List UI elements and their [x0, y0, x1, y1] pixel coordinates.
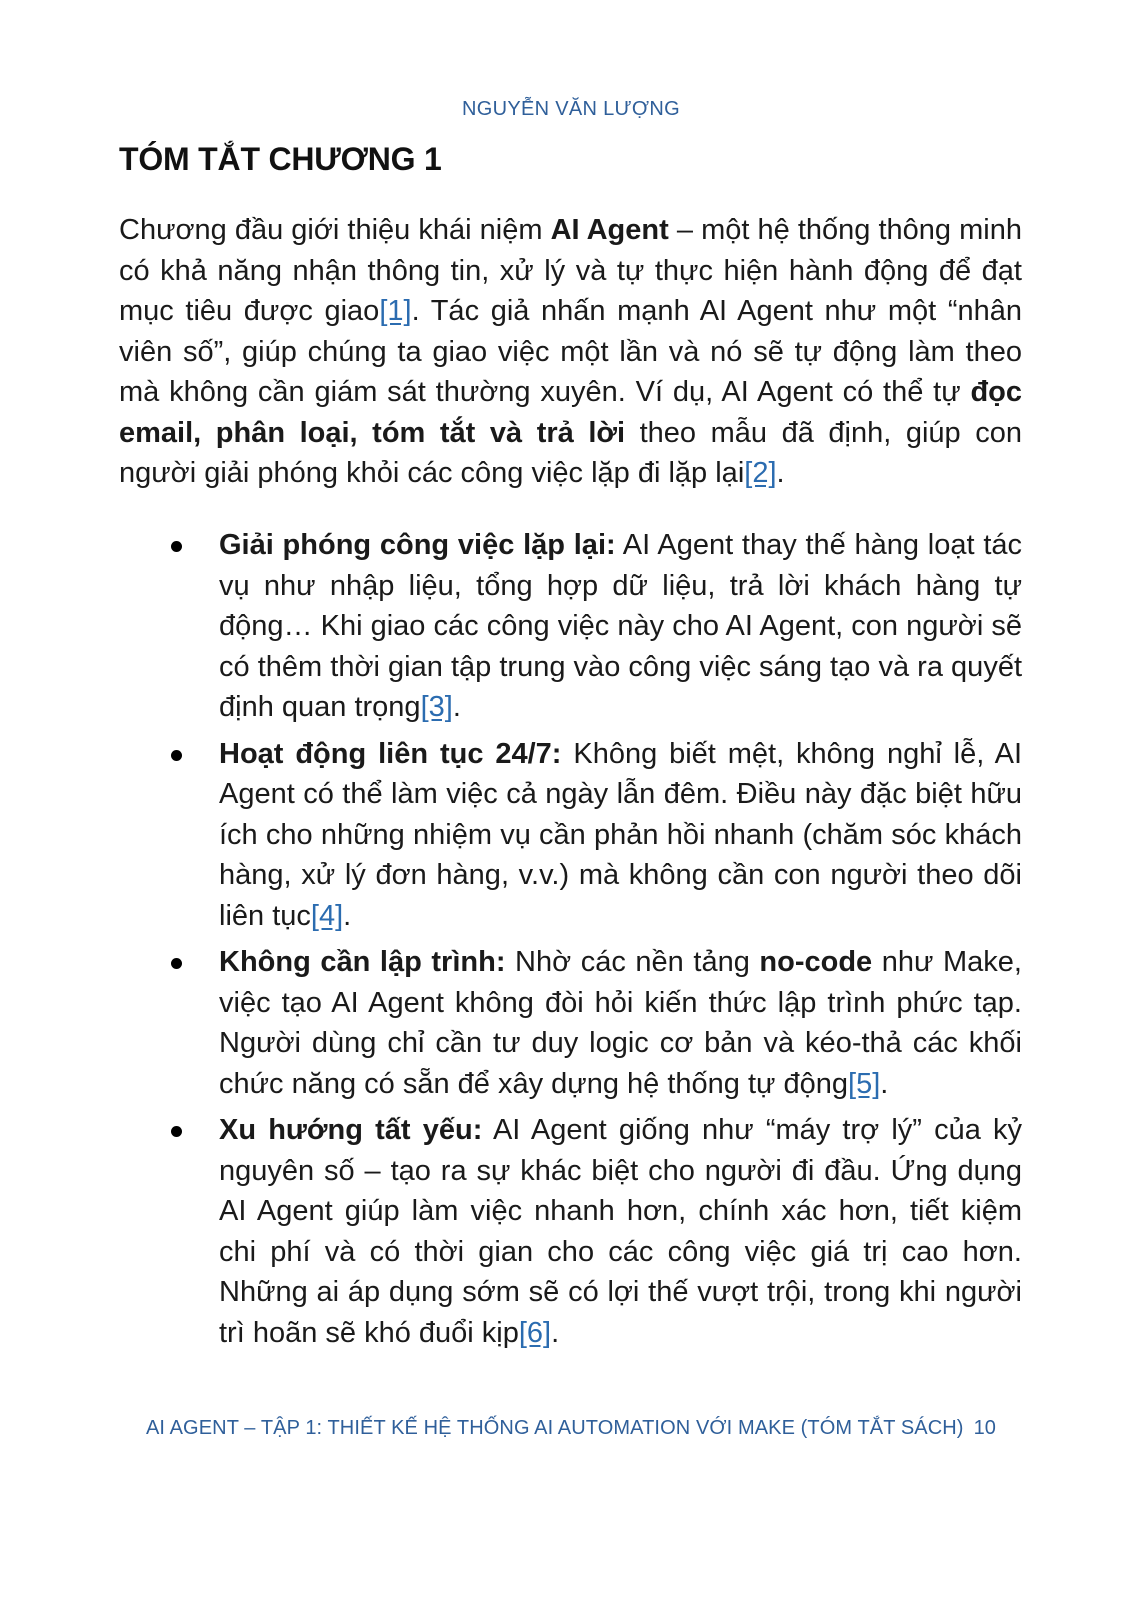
intro-text-3: . Tác giả nhấn mạnh AI Agent như một “nhân viên số”, giúp chúng ta giao việc một lần và nó sẽ tự động làm theo mà không cần giám sát thường xuyên. Ví dụ, AI Agent có thể tự — [119, 295, 1022, 408]
bullet-text: Nhờ các nền tảng — [505, 946, 760, 978]
bullet-item-24-7 — [0, 734, 1022, 937]
benefits-bullet-list — [0, 525, 1142, 1359]
bullet-dot-icon — [171, 1126, 182, 1137]
footnote-ref-6[interactable]: [6] — [518, 1316, 552, 1349]
intro-text-1: Chương đầu giới thiệu khái niệm — [119, 214, 551, 246]
bullet-end: . — [551, 1316, 560, 1349]
running-header-author: NGUYỄN VĂN LƯỢNG — [462, 98, 680, 120]
running-footer — [0, 1417, 1142, 1440]
bullet-heading: Hoạt động liên tục 24/7: — [219, 737, 562, 770]
bullet-item-no-code — [0, 942, 1022, 1104]
bullet-end: . — [343, 899, 352, 932]
intro-bold-tasks: đọc email, phân loại, tóm tắt và trả lời — [119, 376, 1022, 449]
bullet-end: . — [452, 691, 461, 723]
intro-text-2: – một hệ thống thông minh có khả năng nhận thông tin, xử lý và tự thực hiện hành động để đạt mục tiêu được giao — [119, 214, 1022, 327]
footnote-ref-1[interactable]: [1] — [379, 295, 412, 327]
bullet-dot-icon — [171, 541, 182, 552]
bullet-heading: Giải phóng công việc lặp lại: — [219, 529, 616, 561]
footnote-ref-5[interactable]: [5] — [848, 1067, 881, 1100]
bullet-end: . — [880, 1067, 889, 1100]
bullet-bold-no-code: no-code — [759, 946, 873, 978]
footer-page-number: 10 — [973, 1417, 997, 1439]
footnote-ref-3[interactable]: [3] — [420, 691, 453, 723]
bullet-text-2: như Make, việc tạo AI Agent không đòi hỏi kiến thức lập trình phức tạp. Người dùng chỉ cần tư duy logic cơ bản và kéo-thả các khối chức năng có sẵn để xây dựng hệ thống tự động — [219, 946, 1022, 1100]
intro-paragraph — [119, 210, 1022, 494]
footer-book-title: AI AGENT – TẬP 1: THIẾT KẾ HỆ THỐNG AI AUTOMATION VỚI MAKE (TÓM TẮT SÁCH) — [145, 1417, 964, 1439]
footnote-ref-2[interactable]: [2] — [744, 457, 777, 489]
bullet-text: AI Agent thay thế hàng loạt tác vụ như nhập liệu, tổng hợp dữ liệu, trả lời khách hàng tự động… Khi giao các công việc này cho AI Agent, con người sẽ có thêm thời gian tập trung vào công việc sáng tạo và ra quyết định quan trọng — [219, 529, 1023, 723]
intro-text-4: theo mẫu đã định, giúp con người giải phóng khỏi các công việc lặp đi lặp lại — [119, 416, 1022, 489]
bullet-item-repetitive-work — [0, 525, 1022, 728]
footnote-ref-4[interactable]: [4] — [310, 899, 344, 932]
bullet-item-trend — [0, 1110, 1022, 1353]
bullet-text: AI Agent giống như “máy trợ lý” của kỷ nguyên số – tạo ra sự khác biệt cho người đi đầu. Ứng dụng AI Agent giúp làm việc nhanh hơn, chính xác hơn, tiết kiệm chi phí và có thời gian cho các công việc giá trị cao hơn. Những ai áp dụng sớm sẽ có lợi thế vượt trội, trong khi người trì hoãn sẽ khó đuổi kịp — [219, 1114, 1022, 1349]
bullet-text: Không biết mệt, không nghỉ lễ, AI Agent có thể làm việc cả ngày lẫn đêm. Điều này đặc biệt hữu ích cho những nhiệm vụ cần phản hồi nhanh (chăm sóc khách hàng, xử lý đơn hàng, v.v.) mà không cần con người theo dõi liên tục — [219, 737, 1023, 932]
intro-text-5: . — [776, 457, 785, 489]
bullet-dot-icon — [171, 750, 182, 761]
bullet-heading: Xu hướng tất yếu: — [219, 1114, 483, 1146]
chapter-title: TÓM TẮT CHƯƠNG 1 — [119, 141, 442, 177]
bullet-dot-icon — [171, 958, 182, 969]
bullet-heading: Không cần lập trình: — [219, 946, 506, 978]
intro-bold-ai-agent: AI Agent — [550, 214, 669, 246]
